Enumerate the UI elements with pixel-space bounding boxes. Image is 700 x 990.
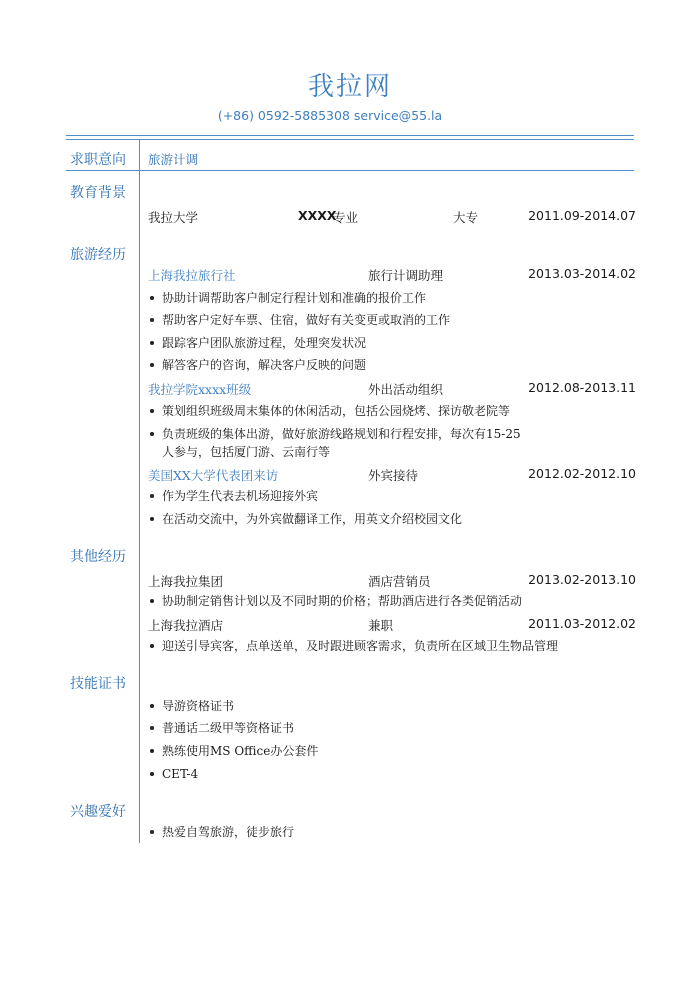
list-item: 导游资格证书: [148, 697, 528, 715]
other-job-2: [148, 616, 636, 636]
job-org: 上海我拉旅行社: [148, 268, 236, 283]
contact-info: (+86) 0592-5885308 service@55.la: [217, 108, 443, 123]
bullet-icon: [150, 432, 154, 436]
job-org: 上海我拉集团: [148, 574, 224, 589]
top-rule-2: [66, 139, 634, 140]
section-education-label: 教育背景: [70, 185, 126, 201]
job-role: 兼职: [368, 618, 394, 633]
bullet-icon: [150, 296, 154, 300]
job-org: 上海我拉酒店: [148, 618, 224, 633]
section-skills-label: 技能证书: [70, 676, 126, 692]
list-item: 协助制定销售计划以及不同时期的价格；帮助酒店进行各类促销活动: [148, 592, 588, 610]
list-item: 普通话二级甲等资格证书: [148, 719, 528, 737]
list-item: CET-4: [148, 765, 528, 783]
job-period: 2012.08-2013.11: [528, 380, 636, 395]
job-role: 外出活动组织: [368, 382, 444, 397]
list-item: 策划组织班级周末集体的休闲活动，包括公园烧烤、探访敬老院等: [148, 402, 528, 420]
job-org: 美国XX大学代表团来访: [148, 468, 279, 483]
list-item: 负责班级的集体出游，做好旅游线路规划和行程安排，每次有15-25人参与，包括厦门游、云南行等: [148, 425, 528, 461]
section-divider-line: [139, 139, 140, 843]
list-item: 解答客户的咨询，解决客户反映的问题: [148, 356, 528, 374]
bullet-icon: [150, 517, 154, 521]
education-row: [148, 208, 636, 228]
list-item: 热爱自驾旅游，徒步旅行: [148, 823, 528, 841]
degree: 大专: [453, 210, 479, 225]
major-bold: XXXX: [298, 208, 337, 223]
list-item: 跟踪客户团队旅游过程，处理突发状况: [148, 334, 528, 352]
school-name: 我拉大学: [148, 210, 199, 225]
section-hobbies-label: 兴趣爱好: [70, 804, 126, 820]
list-item: 迎送引导宾客，点单送单，及时跟进顾客需求，负责所在区域卫生物品管理: [148, 637, 608, 655]
section-desired-label: 求职意向: [70, 152, 126, 168]
top-rule: [66, 135, 634, 136]
job-org: 我拉学院xxxx班级: [148, 382, 252, 397]
job-period: 2013.02-2013.10: [528, 572, 636, 587]
bullet-icon: [150, 704, 154, 708]
job-period: 2013.03-2014.02: [528, 266, 636, 281]
bullet-icon: [150, 644, 154, 648]
section-travel-label: 旅游经历: [70, 247, 126, 263]
list-item: 协助计调帮助客户制定行程计划和准确的报价工作: [148, 289, 528, 307]
desired-position: 旅游计调: [148, 152, 199, 167]
desired-rule: [66, 170, 634, 171]
travel-job-1: [148, 266, 636, 286]
major-suffix: 专业: [333, 210, 359, 225]
bullet-icon: [150, 830, 154, 834]
job-role: 酒店营销员: [368, 574, 431, 589]
resume-name: 我拉网: [307, 72, 392, 102]
travel-job-2: [148, 380, 636, 400]
bullet-icon: [150, 341, 154, 345]
list-item: 在活动交流中，为外宾做翻译工作，用英文介绍校园文化: [148, 510, 528, 528]
education-period: 2011.09-2014.07: [528, 208, 636, 223]
bullet-icon: [150, 726, 154, 730]
bullet-icon: [150, 772, 154, 776]
bullet-icon: [150, 409, 154, 413]
bullet-icon: [150, 363, 154, 367]
job-period: 2012.02-2012.10: [528, 466, 636, 481]
bullet-icon: [150, 318, 154, 322]
list-item: 帮助客户定好车票、住宿，做好有关变更或取消的工作: [148, 311, 528, 329]
job-role: 旅行计调助理: [368, 268, 444, 283]
bullet-icon: [150, 599, 154, 603]
bullet-icon: [150, 494, 154, 498]
job-period: 2011.03-2012.02: [528, 616, 636, 631]
section-other-label: 其他经历: [70, 549, 126, 565]
other-job-1: [148, 572, 636, 592]
list-item: 熟练使用MS Office办公套件: [148, 742, 528, 760]
list-item: 作为学生代表去机场迎接外宾: [148, 487, 528, 505]
job-role: 外宾接待: [368, 468, 419, 483]
travel-job-3: [148, 466, 636, 486]
bullet-icon: [150, 749, 154, 753]
